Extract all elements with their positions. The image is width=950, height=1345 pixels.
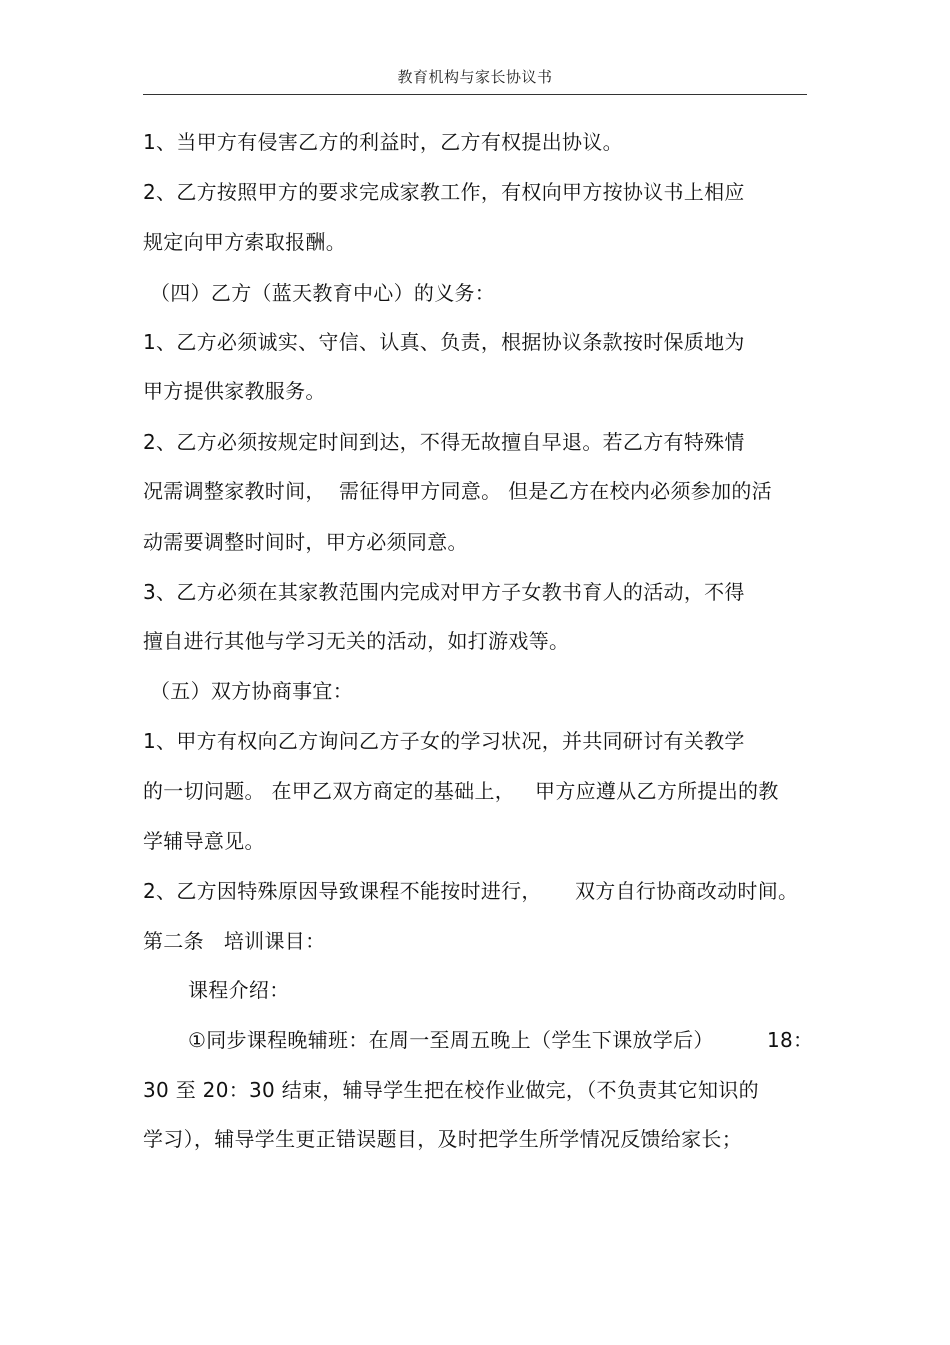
paragraph-line: 1、当甲方有侵害乙方的利益时，乙方有权提出协议。 xyxy=(143,130,623,154)
paragraph-line: 的一切问题。 在甲乙双方商定的基础上， 甲方应遵从乙方所提出的教 xyxy=(143,779,779,803)
paragraph-line: 擅自进行其他与学习无关的活动，如打游戏等。 xyxy=(143,629,570,653)
header-divider xyxy=(143,94,807,95)
paragraph-line: 2、乙方按照甲方的要求完成家教工作，有权向甲方按协议书上相应 xyxy=(143,180,745,204)
section-heading: （四）乙方（蓝天教育中心）的义务： xyxy=(150,281,496,305)
paragraph-line: 1、甲方有权向乙方询问乙方子女的学习状况，并共同研讨有关教学 xyxy=(143,729,745,753)
article-heading: 第二条 培训课目： xyxy=(143,929,326,953)
paragraph-line: 学习），辅导学生更正错误题目，及时把学生所学情况反馈给家长； xyxy=(143,1127,742,1151)
paragraph-line: 学辅导意见。 xyxy=(143,829,265,853)
paragraph-line: 动需要调整时间时，甲方必须同意。 xyxy=(143,530,468,554)
paragraph-line: 2、乙方因特殊原因导致课程不能按时进行， 双方自行协商改动时间。 xyxy=(143,879,799,903)
page-header: 教育机构与家长协议书 xyxy=(397,68,553,86)
paragraph-line: 甲方提供家教服务。 xyxy=(143,379,326,403)
section-heading: （五）双方协商事宜： xyxy=(150,679,353,703)
paragraph-line: 30 至 20：30 结束，辅导学生把在校作业做完，（不负责其它知识的 xyxy=(143,1078,759,1102)
paragraph-line: 况需调整家教时间， 需征得甲方同意。 但是乙方在校内必须参加的活 xyxy=(143,479,772,503)
paragraph-line: ①同步课程晚辅班：在周一至周五晚上（学生下课放学后） 18： xyxy=(188,1028,814,1052)
paragraph-line: 2、乙方必须按规定时间到达，不得无故擅自早退。若乙方有特殊情 xyxy=(143,430,745,454)
paragraph-line: 规定向甲方索取报酬。 xyxy=(143,230,346,254)
subsection-heading: 课程介绍： xyxy=(188,978,290,1002)
paragraph-line: 3、乙方必须在其家教范围内完成对甲方子女教书育人的活动，不得 xyxy=(143,580,745,604)
paragraph-line: 1、乙方必须诚实、守信、认真、负责，根据协议条款按时保质地为 xyxy=(143,330,745,354)
